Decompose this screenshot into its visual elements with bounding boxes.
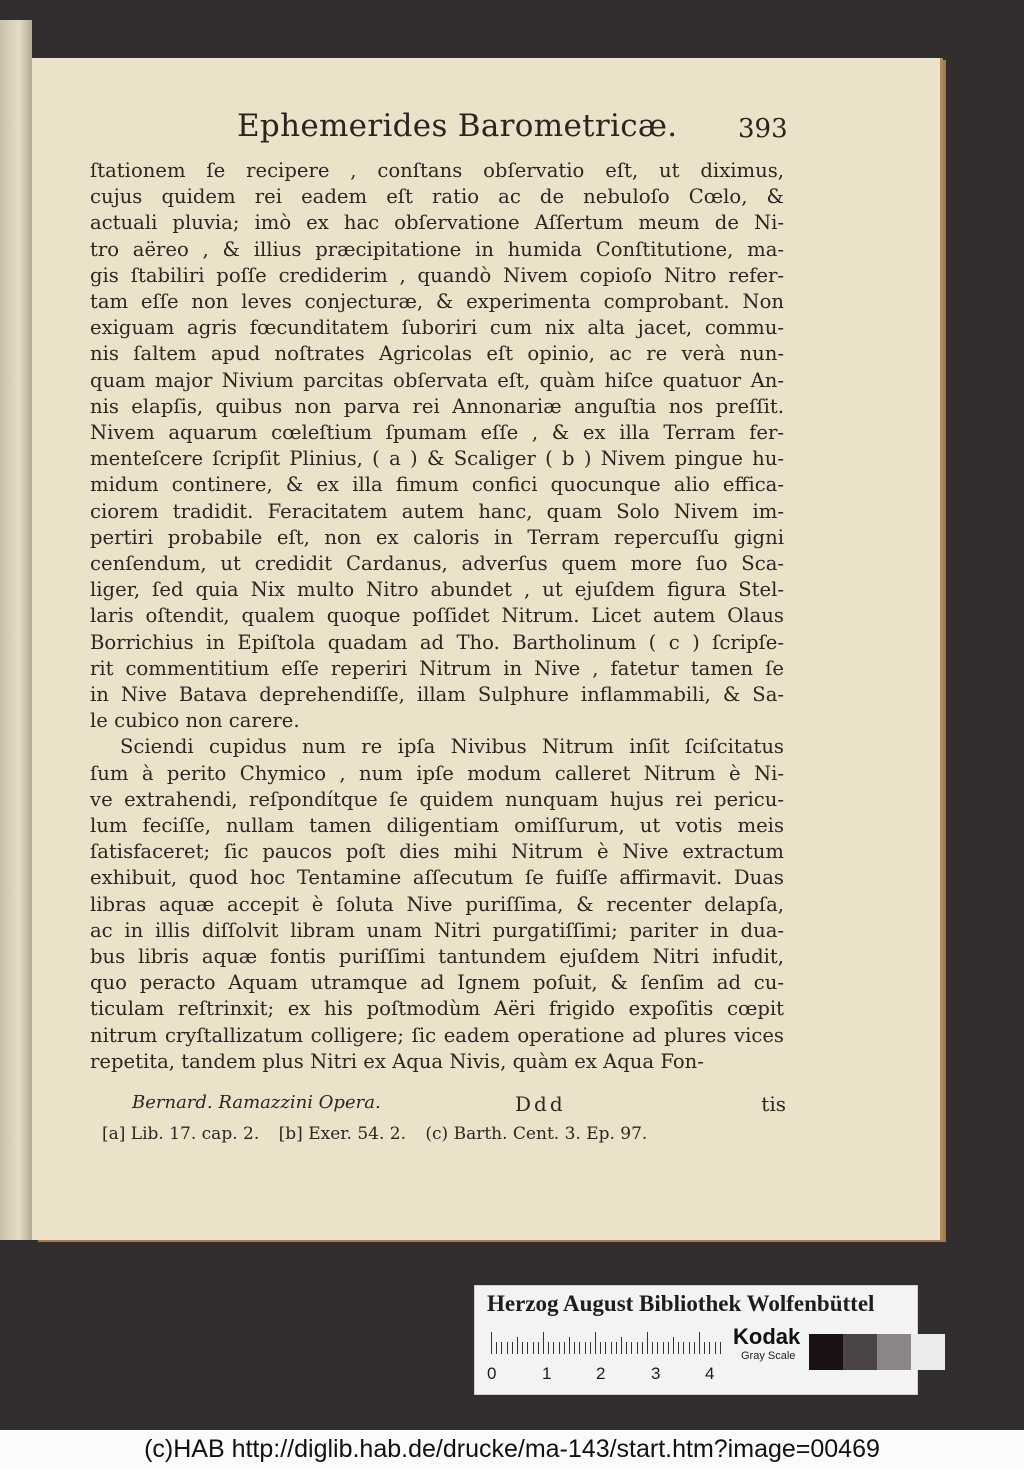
text-line: ſum à perito Chymico , num ipſe modum calleret Nitrum è Ni- (90, 761, 784, 785)
library-color-card (474, 1285, 918, 1395)
text-line: exhibuit, quod hoc Tentamine aſſecutum ſe fuiſſe affirmavit. Duas (90, 866, 784, 890)
footnotes (102, 1124, 661, 1144)
ruler-tick (574, 1342, 575, 1354)
ruler-tick (642, 1342, 643, 1354)
text-line: ſatisfaceret; ſic paucos poſt dies mihi Nitrum è Nive extractum (90, 840, 784, 864)
page-number: 393 (738, 114, 788, 144)
ruler-tick (657, 1342, 658, 1354)
ruler-tick (512, 1342, 513, 1354)
ruler-tick (496, 1342, 497, 1354)
ruler-tick (709, 1342, 710, 1354)
ruler-tick (569, 1337, 570, 1354)
scale-number: 4 (705, 1364, 715, 1383)
text-line: lum feciſſe, nullam tamen diligentiam omiſſurum, ut votis meis (90, 814, 784, 837)
text-line: le cubico non carere. (90, 709, 300, 733)
footer-bar (0, 1430, 1024, 1470)
text-line: ciorem tradidit. Feracitatem autem hanc, quam Solo Nivem im- (90, 499, 784, 523)
ruler-tick (579, 1342, 580, 1354)
text-line: bus libris aquæ fontis puriſſimi tantundem ejuſdem Nitri infudit, (90, 945, 784, 968)
ruler-tick (683, 1342, 684, 1354)
text-line: ſtationem ſe recipere , conſtans obſervatio eſt, ut diximus, (90, 159, 784, 182)
text-line: Sciendi cupidus num re ipſa Nivibus Nitrum inſit ſciſcitatus (120, 735, 784, 759)
ruler-tick (533, 1342, 534, 1354)
ruler-tick (689, 1342, 690, 1354)
ruler-tick (538, 1342, 539, 1354)
footnote-a: [a] Lib. 17. cap. 2. (102, 1124, 260, 1144)
ruler-tick (522, 1342, 523, 1354)
text-line: Borrichius in Epiſtola quadam ad Tho. Bartholinum ( c ) ſcripſe- (90, 630, 784, 654)
text-line: ve extrahendi, reſpondítque ſe quidem nunquam hujus rei pericu- (90, 787, 784, 811)
scale-number: 3 (651, 1364, 661, 1383)
ruler-tick (527, 1342, 528, 1354)
book-page (32, 58, 940, 1240)
ruler-tick (715, 1342, 716, 1354)
footnote-c: (c) Barth. Cent. 3. Ep. 97. (425, 1124, 648, 1144)
ruler-tick (621, 1337, 622, 1354)
ruler-tick (678, 1342, 679, 1354)
ruler-tick (559, 1342, 560, 1354)
text-line: repetita, tandem plus Nitri ex Aqua Nivis, quàm ex Aqua Fon- (90, 1049, 704, 1073)
ruler-tick (585, 1342, 586, 1354)
text-line: cenſendum, ut credidit Cardanus, adverſus quem more ſuo Sca- (90, 552, 784, 575)
ruler-tick (631, 1342, 632, 1354)
left-page-edge (0, 20, 32, 1240)
gray-patch (843, 1334, 877, 1370)
ruler-tick (590, 1342, 591, 1354)
text-line: ticulam reſtrinxit; ex his poſtmodùm Aëri frigido expoſitis cœpit (90, 997, 784, 1021)
ruler-tick (605, 1342, 606, 1354)
ruler-tick (517, 1337, 518, 1354)
ruler-tick (616, 1342, 617, 1354)
gray-patch (911, 1334, 945, 1370)
ruler-tick (704, 1342, 705, 1354)
ruler-tick (652, 1342, 653, 1354)
text-line: exiguam agris fœcunditatem ſuboriri cum nix alta jacet, commu- (90, 316, 784, 340)
ruler-tick (673, 1337, 674, 1354)
text-line: ac in illis diſſolvit libram unam Nitri purgatiſſimi; pariter in dua- (90, 918, 784, 942)
ruler-tick (663, 1342, 664, 1354)
text-line: nitrum cryſtallizatum colligere; ſic eadem operatione ad plures vices (90, 1023, 784, 1047)
ruler-tick (553, 1342, 554, 1354)
text-line: nis ſaltem apud noſtrates Agricolas eſt opinio, ac re verà nun- (90, 342, 784, 366)
ruler-tick (507, 1342, 508, 1354)
gray-patch (877, 1334, 911, 1370)
catchword: tis (761, 1092, 786, 1116)
signature-line (90, 1092, 784, 1118)
ruler-tick (626, 1342, 627, 1354)
scale-number: 2 (596, 1364, 606, 1383)
text-line: libras aquæ accepit è ſoluta Nive puriſſima, & recenter delapſa, (90, 892, 784, 916)
text-line: rit commentitium eſſe reperiri Nitrum in Nive , fatetur tamen ſe (90, 656, 784, 680)
text-line: quo peracto Aquam utramque ad Ignem poſuit, & ſenſim ad cu- (90, 971, 784, 995)
ruler-tick (694, 1342, 695, 1354)
ruler-tick (491, 1332, 492, 1354)
running-head: Ephemerides Barometricæ. (237, 108, 678, 144)
ruler-tick (668, 1342, 669, 1354)
text-line: liger, ſed quia Nix multo Nitro abundet , ut ejuſdem figura Stel- (90, 578, 784, 602)
text-line: quam major Nivium parcitas obſervata eſt, quàm hiſce quatuor An- (90, 368, 784, 392)
ruler-tick (699, 1332, 700, 1354)
text-line: tro aëreo , & illius præcipitatione in humida Conſtitutione, ma- (90, 237, 784, 261)
scale-number: 1 (542, 1364, 552, 1383)
signature-author: Bernard. Ramazzini Opera. (132, 1092, 381, 1113)
ruler-tick (637, 1342, 638, 1354)
gray-scale-label: Gray Scale (741, 1350, 796, 1362)
text-line: actuali pluvia; imò ex hac obſervatione Aſſertum meum de Ni- (90, 211, 784, 235)
text-line: Nivem aquarum cœleſtium ſpumam eſſe , & ex illa Terram fer- (90, 421, 784, 444)
footnote-b: [b] Exer. 54. 2. (278, 1124, 406, 1144)
ruler-tick (501, 1342, 502, 1354)
ruler-tick (543, 1332, 544, 1354)
ruler-tick (647, 1332, 648, 1354)
scale-number: 0 (487, 1364, 497, 1383)
signature-mark: Ddd (515, 1092, 566, 1116)
text-line: laris oſtendit, qualem quoque poſſidet Nitrum. Licet autem Olaus (90, 604, 784, 628)
library-name: Herzog August Bibliothek Wolfenbüttel (487, 1291, 875, 1316)
text-line: midum continere, & ex illa fimum confici quocunque alio effica- (90, 473, 784, 497)
gray-patch (809, 1334, 843, 1370)
text-line: tam eſſe non leves conjecturæ, & experimenta comprobant. Non (90, 290, 784, 313)
text-line: cujus quidem rei eadem eſt ratio ac de nebuloſo Cœlo, & (90, 185, 784, 209)
text-line: nis elapſis, quibus non parva rei Annonariæ anguſtia nos preſſit. (90, 394, 784, 418)
text-line: in Nive Batava deprehendiſſe, illam Sulphure inflammabili, & Sa- (90, 683, 784, 706)
ruler-tick (548, 1342, 549, 1354)
copyright-url: (c)HAB http://diglib.hab.de/drucke/ma-143/start.htm?image=00469 (144, 1435, 880, 1463)
text-line: pertiri probabile eſt, non ex caloris in Terram repercuſſu gigni (90, 525, 784, 549)
ruler-scale (491, 1332, 719, 1354)
ruler-tick (600, 1342, 601, 1354)
text-line: gis ſtabiliri poſſe crediderim , quandò Nivem copioſo Nitro refer- (90, 263, 784, 287)
kodak-logo: Kodak (733, 1324, 801, 1349)
text-line: menteſcere ſcripſit Plinius, ( a ) & Scaliger ( b ) Nivem pingue hu- (90, 447, 784, 471)
ruler-tick (595, 1332, 596, 1354)
ruler-tick (611, 1342, 612, 1354)
page-header (32, 108, 940, 158)
ruler-tick (564, 1342, 565, 1354)
ruler-tick (720, 1342, 721, 1354)
